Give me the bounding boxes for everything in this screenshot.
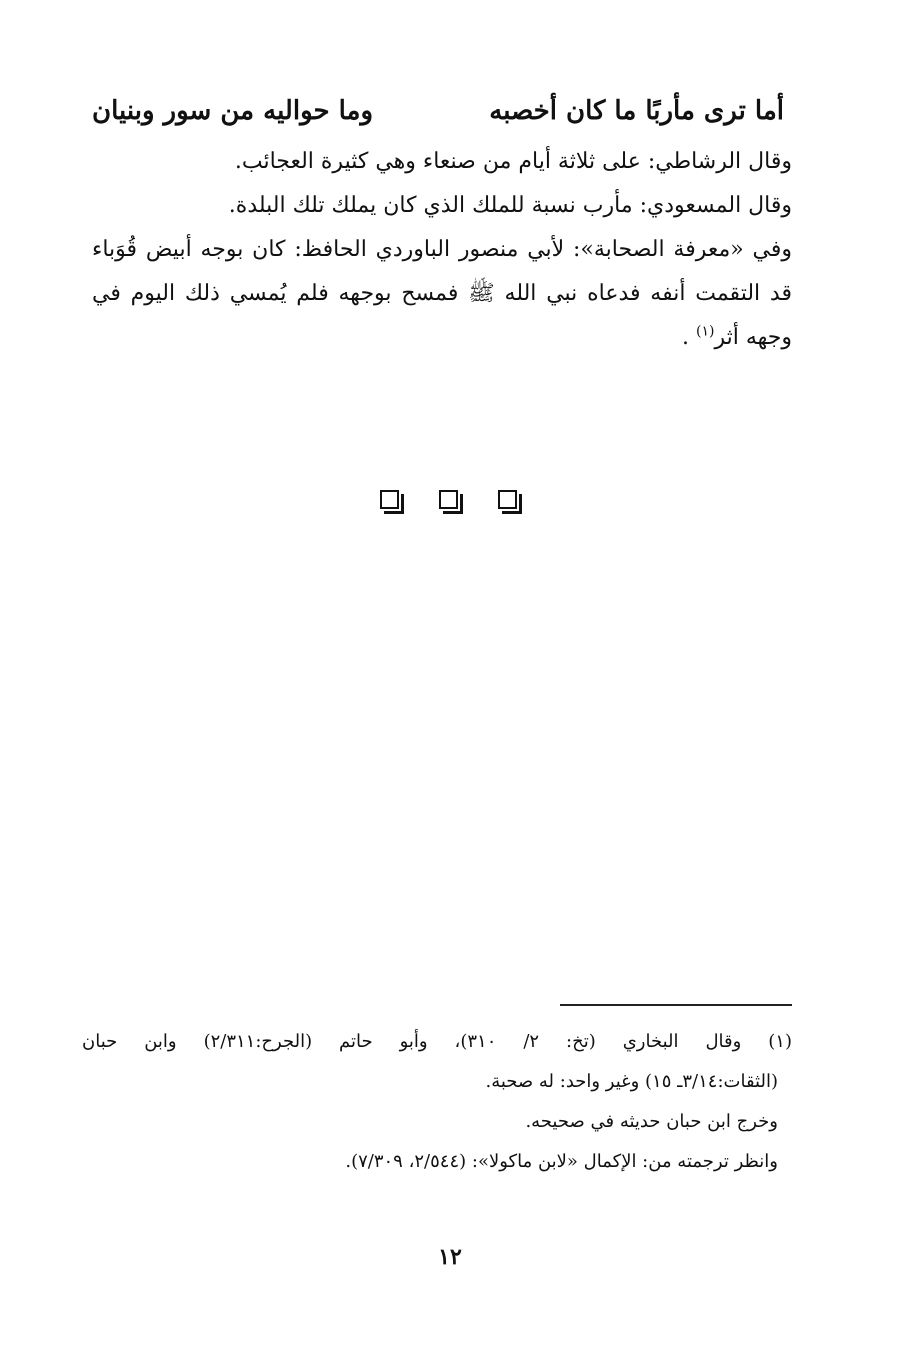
footnote-1-line-3: وخرج ابن حبان حديثه في صحيحه.	[525, 1111, 778, 1132]
square-ornament-icon	[498, 490, 520, 512]
page-number: ١٢	[438, 1244, 462, 1270]
footnote-1-line-2: (الثقات:٣/١٤ـ ١٥) وغير واحد: له صحبة.	[485, 1071, 778, 1092]
poetry-verse	[92, 96, 792, 136]
footnote-1-line-4: وانظر ترجمته من: الإكمال «لابن ماكولا»: (٢/٥٤٤، ٧/٣٠٩).	[345, 1151, 778, 1172]
paragraph-marifat-sahaba	[92, 228, 792, 360]
section-separator	[380, 490, 520, 520]
verse-first-hemistich: أما ترى مأربًا ما كان أخصبه	[489, 96, 784, 126]
main-text	[92, 140, 792, 360]
verse-second-hemistich: وما حواليه من سور وبنيان	[92, 96, 374, 126]
footnotes	[82, 1022, 792, 1182]
paragraph-end-period: .	[682, 325, 689, 350]
footnote-divider	[560, 1004, 792, 1006]
paragraph-rushati: وقال الرشاطي: على ثلاثة أيام من صنعاء وهي كثيرة العجائب.	[234, 149, 792, 174]
footnote-reference-mark[interactable]: (١)	[696, 323, 715, 340]
footnote-1-line-1: (١) وقال البخاري (تخ: ٢/ ٣١٠)، وأبو حاتم (الجرح:٢/٣١١) وابن حبان	[82, 1031, 792, 1052]
paragraph-text: وفي «معرفة الصحابة»: لأبي منصور الباوردي الحافظ: كان بوجه أبيض قُوَباء قد التقمت أنفه فدعاه نبي الله ﷺ فمسح بوجهه فلم يُمسي ذلك اليوم في وجهه أثر	[92, 237, 792, 350]
square-ornament-icon	[439, 490, 461, 512]
paragraph-masudi: وقال المسعودي: مأرب نسبة للملك الذي كان يملك تلك البلدة.	[228, 193, 792, 218]
square-ornament-icon	[380, 490, 402, 512]
